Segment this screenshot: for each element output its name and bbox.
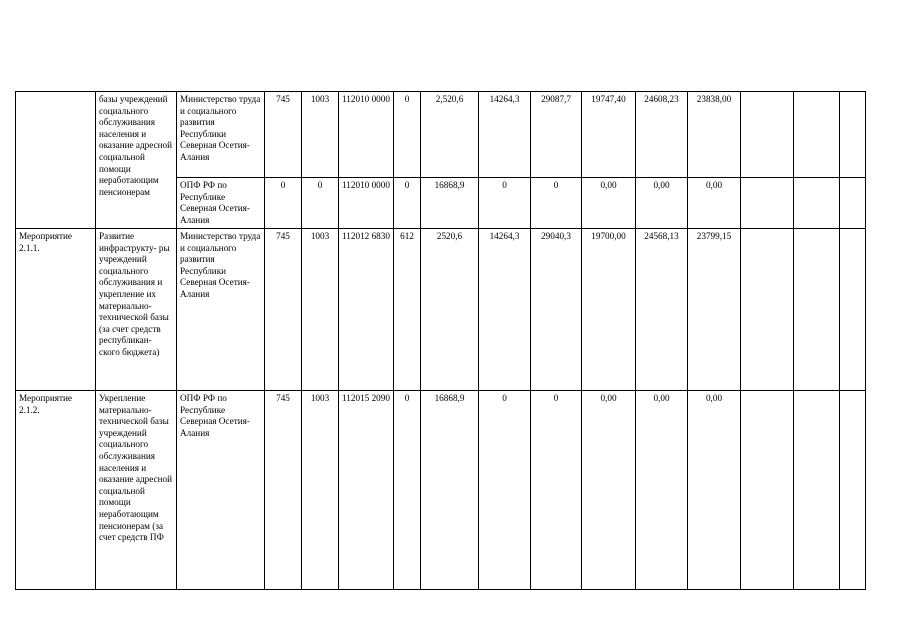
- value-cell: 2,520,6: [421, 92, 479, 178]
- vr-cell: 0: [394, 178, 421, 229]
- empty-cell: [840, 391, 866, 590]
- value-cell: 19747,40: [582, 92, 636, 178]
- activity-name: Развитие инфраструкту- ры учреждений социального обслуживания и укрепление их материально- технической базы (за счет средств республикан- ского бюджета): [96, 229, 177, 391]
- value-cell: 0,00: [688, 391, 741, 590]
- empty-cell: [794, 391, 840, 590]
- executor-cell: Министерство труда и социального развития Республики Северная Осетия-Алания: [177, 92, 265, 178]
- value-cell: 0,00: [688, 178, 741, 229]
- value-cell: 2520,6: [421, 229, 479, 391]
- value-cell: 24608,23: [636, 92, 688, 178]
- csr-cell: 112010 0000: [339, 178, 394, 229]
- value-cell: 0: [479, 391, 531, 590]
- csr-cell: 112010 0000: [339, 92, 394, 178]
- vr-cell: 0: [394, 92, 421, 178]
- value-cell: 23838,00: [688, 92, 741, 178]
- value-cell: 19700,00: [582, 229, 636, 391]
- program-table: [15, 91, 866, 590]
- value-cell: 0,00: [636, 178, 688, 229]
- activity-label: [16, 92, 96, 229]
- value-cell: 16868,9: [421, 178, 479, 229]
- empty-cell: [741, 178, 794, 229]
- empty-cell: [840, 229, 866, 391]
- value-cell: 14264,3: [479, 229, 531, 391]
- executor-cell: Министерство труда и социального развития Республики Северная Осетия-Алания: [177, 229, 265, 391]
- value-cell: 0: [531, 178, 582, 229]
- csr-cell: 112012 6830: [339, 229, 394, 391]
- rzpr-cell: 0: [302, 178, 339, 229]
- empty-cell: [794, 92, 840, 178]
- value-cell: 0,00: [582, 391, 636, 590]
- table-row: [16, 92, 866, 178]
- grbs-cell: 745: [265, 229, 302, 391]
- value-cell: 29087,7: [531, 92, 582, 178]
- value-cell: 14264,3: [479, 92, 531, 178]
- vr-cell: 0: [394, 391, 421, 590]
- executor-cell: ОПФ РФ по Республике Северная Осетия-Алания: [177, 178, 265, 229]
- value-cell: 16868,9: [421, 391, 479, 590]
- csr-cell: 112015 2090: [339, 391, 394, 590]
- value-cell: 0: [479, 178, 531, 229]
- empty-cell: [794, 229, 840, 391]
- vr-cell: 612: [394, 229, 421, 391]
- value-cell: 24568,13: [636, 229, 688, 391]
- rzpr-cell: 1003: [302, 391, 339, 590]
- activity-name: базы учреждений социального обслуживания населения и оказание адресной социальной помощи неработающим пенсионерам: [96, 92, 177, 229]
- rzpr-cell: 1003: [302, 229, 339, 391]
- rzpr-cell: 1003: [302, 92, 339, 178]
- empty-cell: [741, 229, 794, 391]
- value-cell: 0,00: [582, 178, 636, 229]
- grbs-cell: 745: [265, 92, 302, 178]
- grbs-cell: 0: [265, 178, 302, 229]
- table-row: [16, 391, 866, 590]
- value-cell: 29040,3: [531, 229, 582, 391]
- empty-cell: [741, 391, 794, 590]
- activity-label: Мероприятие 2.1.1.: [16, 229, 96, 391]
- activity-label: Мероприятие 2.1.2.: [16, 391, 96, 590]
- empty-cell: [840, 92, 866, 178]
- value-cell: 0,00: [636, 391, 688, 590]
- empty-cell: [741, 92, 794, 178]
- executor-cell: ОПФ РФ по Республике Северная Осетия-Алания: [177, 391, 265, 590]
- empty-cell: [794, 178, 840, 229]
- grbs-cell: 745: [265, 391, 302, 590]
- empty-cell: [840, 178, 866, 229]
- activity-name: Укрепление материально- технической базы учреждений социального обслуживания населения и оказание адресной социальной помощи неработающим пенсионерам (за счет средств ПФ: [96, 391, 177, 590]
- value-cell: 0: [531, 391, 582, 590]
- table-row: [16, 229, 866, 391]
- value-cell: 23799,15: [688, 229, 741, 391]
